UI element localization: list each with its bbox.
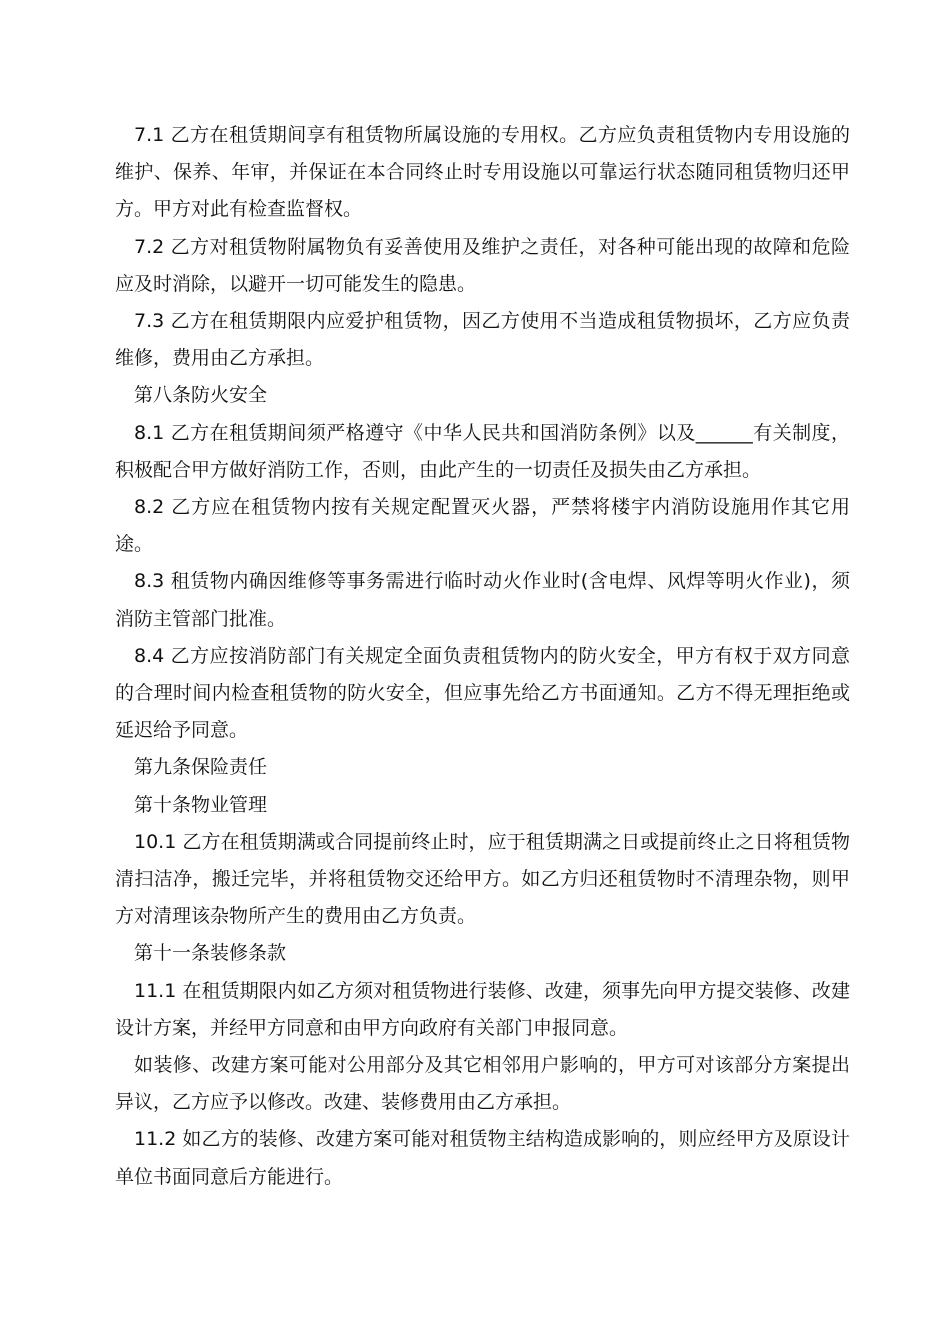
clause-8-2: 8.2 乙方应在租赁物内按有关规定配置灭火器，严禁将楼宇内消防设施用作其它用途。 bbox=[115, 496, 850, 556]
clause-7-3: 7.3 乙方在租赁期限内应爱护租赁物，因乙方使用不当造成租赁物损坏，乙方应负责维修，费用由乙方承担。 bbox=[115, 310, 850, 370]
document-page bbox=[115, 117, 850, 1196]
clause-8-1: 8.1 乙方在租赁期间须严格遵守《中华人民共和国消防条例》以及______有关制度，积极配合甲方做好消防工作，否则，由此产生的一切责任及损失由乙方承担。 bbox=[115, 421, 850, 481]
clause-8-4: 8.4 乙方应按消防部门有关规定全面负责租赁物内的防火安全，甲方有权于双方同意的合理时间内检查租赁物的防火安全，但应事先给乙方书面通知。乙方不得无理拒绝或延迟给予同意。 bbox=[115, 644, 850, 742]
clause-11-1-supplement: 如装修、改建方案可能对公用部分及其它相邻用户影响的，甲方可对该部分方案提出异议，乙方应予以修改。改建、装修费用由乙方承担。 bbox=[115, 1054, 850, 1114]
article-10-heading: 第十条物业管理 bbox=[134, 793, 268, 816]
clause-11-2: 11.2 如乙方的装修、改建方案可能对租赁物主结构造成影响的，则应经甲方及原设计单位书面同意后方能进行。 bbox=[115, 1128, 850, 1188]
article-8-heading: 第八条防火安全 bbox=[134, 384, 268, 407]
article-9-heading: 第九条保险责任 bbox=[134, 756, 268, 779]
article-11-heading: 第十一条装修条款 bbox=[134, 942, 287, 965]
clause-10-1: 10.1 乙方在租赁期满或合同提前终止时，应于租赁期满之日或提前终止之日将租赁物清扫洁净，搬迁完毕，并将租赁物交还给甲方。如乙方归还租赁物时不清理杂物，则甲方对清理该杂物所产生的费用由乙方负责。 bbox=[115, 830, 850, 928]
clause-7-2: 7.2 乙方对租赁物附属物负有妥善使用及维护之责任，对各种可能出现的故障和危险应及时消除，以避开一切可能发生的隐患。 bbox=[115, 235, 850, 295]
clause-7-1: 7.1 乙方在租赁期间享有租赁物所属设施的专用权。乙方应负责租赁物内专用设施的维护、保养、年审，并保证在本合同终止时专用设施以可靠运行状态随同租赁物归还甲方。甲方对此有检查监督权。 bbox=[115, 124, 850, 221]
clause-8-3: 8.3 租赁物内确因维修等事务需进行临时动火作业时(含电焊、风焊等明火作业)，须消防主管部门批准。 bbox=[115, 570, 850, 630]
clause-11-1: 11.1 在租赁期限内如乙方须对租赁物进行装修、改建，须事先向甲方提交装修、改建设计方案，并经甲方同意和由甲方向政府有关部门申报同意。 bbox=[115, 979, 850, 1039]
